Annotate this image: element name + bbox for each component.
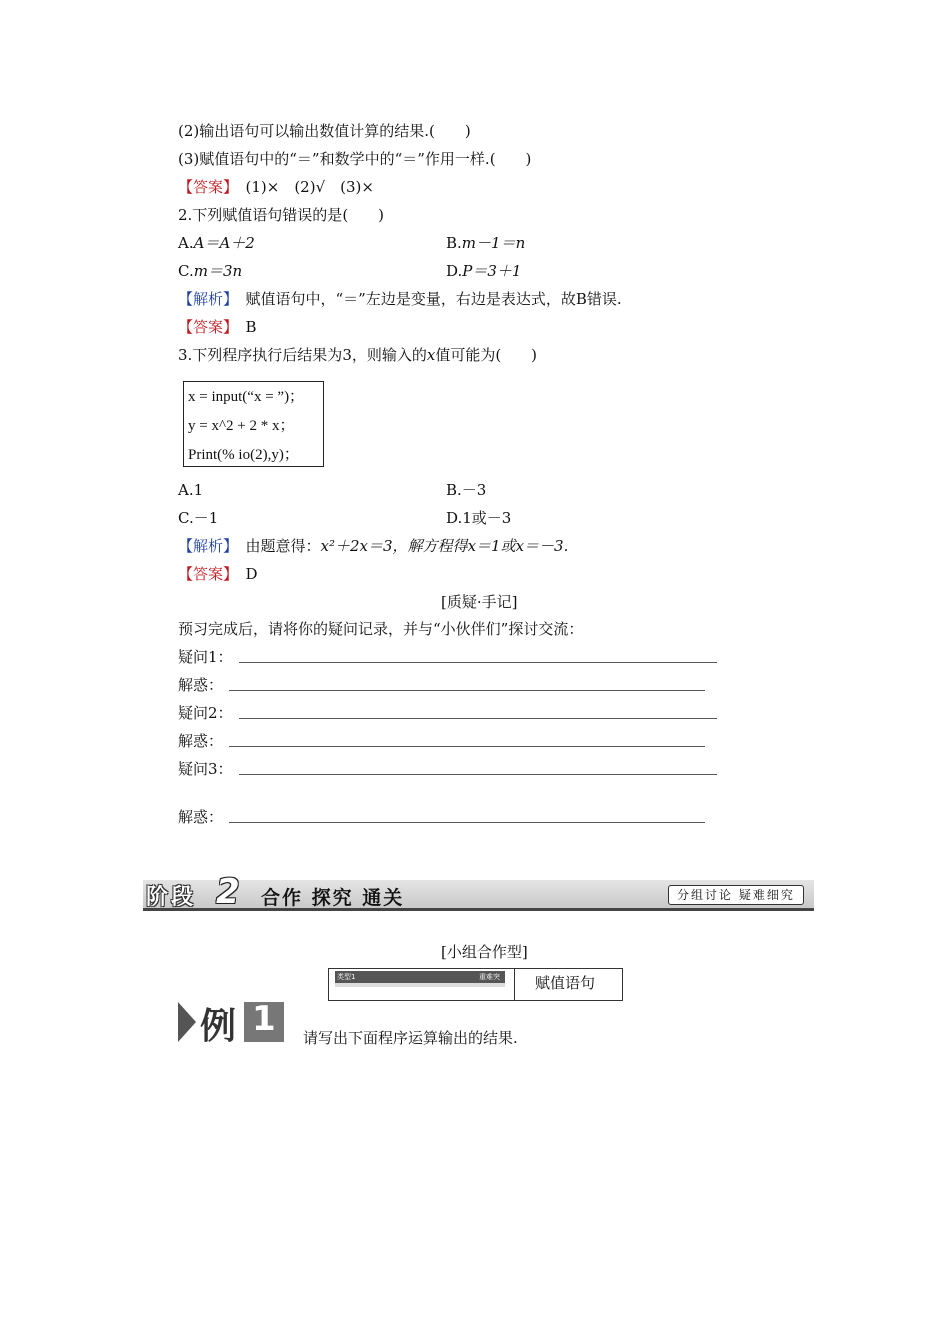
answer-2-label: 解惑： <box>178 732 224 750</box>
q3-analysis-row: 【解析】 由题意得：x²＋2x＝3，解方程得x＝1或x＝－3. <box>178 537 569 555</box>
notes-intro: 预习完成后，请将你的疑问记录，并与“小伙伴们”探讨交流： <box>178 620 584 638</box>
group-heading: [小组合作型] <box>441 943 528 961</box>
question-3-line[interactable] <box>239 774 717 775</box>
stage-label: 阶段 <box>146 885 197 910</box>
q2-analysis-row <box>178 289 622 309</box>
answer-1-label: 解惑： <box>178 676 224 694</box>
q2-answer-row <box>178 317 257 337</box>
code-box <box>183 381 324 467</box>
example-char: 例 <box>200 1006 237 1047</box>
code-line-3: Print(% io(2),y)； <box>188 447 299 463</box>
q2-stem: 2.下列赋值语句错误的是( ) <box>178 206 385 224</box>
q2-option-b: B.m－1＝n <box>446 234 526 252</box>
type-box <box>328 968 623 1001</box>
q3-stem: 3.下列程序执行后结果为3，则输入的x值可能为( ) <box>178 346 538 364</box>
banner-underline <box>143 908 814 911</box>
type-divider <box>514 969 515 1000</box>
q1-answer: (1)× (2)√ (3)× <box>230 178 374 196</box>
banner-subtitle: 分组讨论 疑难细究 <box>668 885 804 905</box>
notes-heading: [质疑·手记] <box>441 593 518 611</box>
code-line-1: x = input(“x = ”)； <box>188 389 305 405</box>
example-text: 请写出下面程序运算输出的结果. <box>303 1029 518 1047</box>
question-1-line[interactable] <box>239 662 717 663</box>
type-name: 赋值语句 <box>535 974 596 992</box>
q3-answer-row <box>178 564 258 584</box>
q2-option-c: C.m＝3n <box>178 262 243 280</box>
analysis-tag: 【解析】 <box>178 537 231 555</box>
q2-analysis: 赋值语句中，“＝”左边是变量，右边是表达式，故B错误. <box>230 290 622 308</box>
answer-tag: 【答案】 <box>178 178 231 196</box>
answer-3-label: 解惑： <box>178 808 224 826</box>
q3-option-c: C.－1 <box>178 509 219 527</box>
type-label: 类型1 <box>337 973 356 981</box>
answer-tag: 【答案】 <box>178 565 231 583</box>
q3-answer: D <box>230 565 258 583</box>
triangle-arrow-icon <box>178 1002 196 1042</box>
answer-tag: 【答案】 <box>178 318 231 336</box>
type-tag: 重难突 <box>479 973 500 981</box>
q3-option-d: D.1或－3 <box>446 509 512 527</box>
answer-3-line[interactable] <box>229 822 705 823</box>
answer-2-line[interactable] <box>229 746 705 747</box>
q1-item-3: (3)赋值语句中的“＝”和数学中的“＝”作用一样.( ) <box>178 150 532 168</box>
question-1-label: 疑问1： <box>178 648 233 666</box>
q1-answer-row <box>178 177 374 197</box>
analysis-tag: 【解析】 <box>178 290 231 308</box>
example-badge <box>178 999 286 1047</box>
q2-option-a: A.A＝A＋2 <box>178 234 255 252</box>
code-line-2: y = x^2 + 2 * x； <box>188 418 295 434</box>
question-2-label: 疑问2： <box>178 704 233 722</box>
q2-option-d: D.P＝3＋1 <box>446 262 522 280</box>
banner-title: 合作 探究 通关 <box>261 887 405 909</box>
question-2-line[interactable] <box>239 718 717 719</box>
example-number: 1 <box>252 999 276 1039</box>
question-3-label: 疑问3： <box>178 760 233 778</box>
q1-item-2: (2)输出语句可以输出数值计算的结果.( ) <box>178 122 471 140</box>
type-bar-shade <box>335 983 505 987</box>
q3-option-a: A.1 <box>178 481 204 499</box>
q2-answer: B <box>230 318 257 336</box>
stage-number: 2 <box>216 872 240 912</box>
q3-option-b: B.－3 <box>446 481 487 499</box>
stage-banner <box>143 872 814 912</box>
answer-1-line[interactable] <box>229 690 705 691</box>
